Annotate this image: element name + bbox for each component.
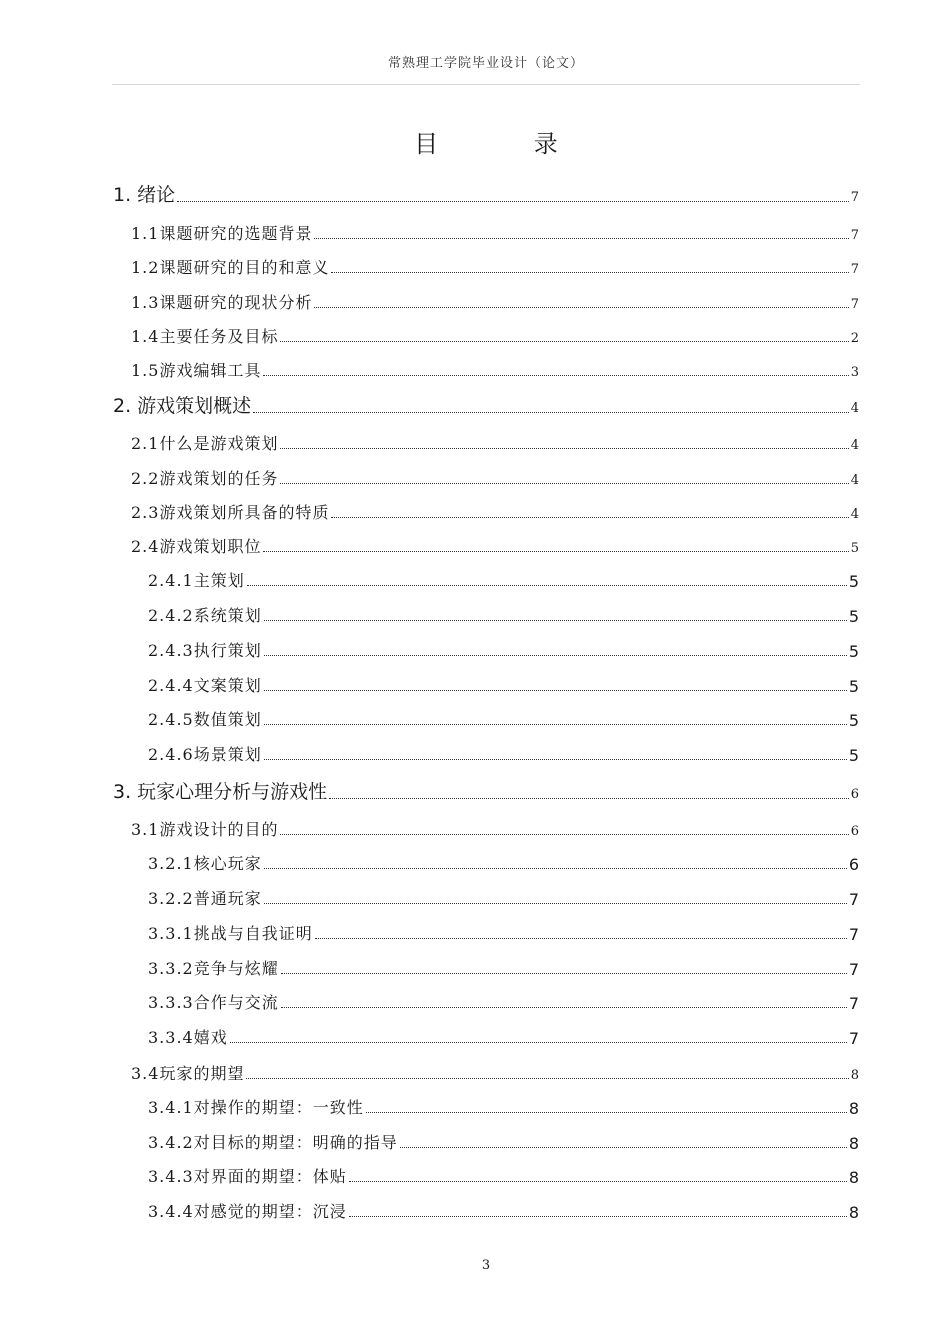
toc-entry-page: 7 [848,890,859,909]
dot-leader [315,938,847,939]
toc-entry-label: 2.4.3执行策划 [148,641,262,660]
toc-entry-page: 8 [848,1203,859,1222]
toc-entry-page: 8 [848,1168,859,1187]
dot-leader [263,551,848,552]
toc-entry-page: 2 [850,331,859,346]
toc-entry-level3[interactable] [148,850,859,874]
toc-entry-level1[interactable] [113,183,859,207]
toc-entry-level3[interactable] [148,602,859,626]
toc-entry-page: 5 [850,541,859,556]
header-rule [112,84,860,85]
toc-entry-label: 3.3.1挑战与自我证明 [148,924,313,943]
toc-entry-label: 2.4.4文案策划 [148,676,262,695]
toc-entry-page: 5 [848,572,859,591]
toc-entry-label: 3.3.2竞争与炫耀 [148,959,279,978]
toc-entry-page: 4 [850,401,859,416]
toc-entry-page: 7 [848,994,859,1013]
toc-entry-label: 3.4.3对界面的期望：体贴 [148,1167,347,1186]
running-header: 常熟理工学院毕业设计（论文） [387,56,584,71]
toc-entry-label: 2. 游戏策划概述 [113,395,252,417]
toc-entry-label: 3.4.2对目标的期望：明确的指导 [148,1133,398,1152]
dot-leader [314,238,848,239]
toc-entry-label: 2.2游戏策划的任务 [131,469,279,488]
toc-entry-level3[interactable] [148,1129,859,1153]
page-number: 3 [481,1258,491,1273]
toc-entry-level3[interactable] [148,567,859,591]
toc-entry-label: 3.4.1对操作的期望：一致性 [148,1098,364,1117]
toc-entry-level3[interactable] [148,920,859,944]
toc-entry-label: 2.1什么是游戏策划 [131,434,279,453]
toc-entry-level3[interactable] [148,955,859,979]
toc-entry-label: 2.4.5数值策划 [148,710,262,729]
toc-entry-page: 6 [850,824,859,839]
dot-leader [230,1042,847,1043]
toc-entry-label: 3.2.2普通玩家 [148,889,262,908]
toc-entry-page: 7 [848,960,859,979]
toc-entry-page: 5 [848,746,859,765]
toc-entry-page: 7 [848,925,859,944]
dot-leader [264,655,847,656]
toc-entry-level2[interactable] [131,323,859,347]
toc-entry-level2[interactable] [131,499,859,523]
toc-entry-label: 3.3.4嬉戏 [148,1028,228,1047]
toc-entry-level3[interactable] [148,672,859,696]
toc-entry-level3[interactable] [148,1094,859,1118]
toc-entry-label: 3.4.4对感觉的期望：沉浸 [148,1202,347,1221]
dot-leader [281,1007,847,1008]
toc-entry-level3[interactable] [148,1198,859,1222]
toc-entry-level2[interactable] [131,465,859,489]
toc-entry-page: 8 [850,1068,859,1083]
toc-entry-label: 3.4玩家的期望 [131,1064,245,1083]
toc-entry-page: 3 [850,365,859,380]
toc-entry-level2[interactable] [131,430,859,454]
toc-entry-level2[interactable] [131,533,859,557]
dot-leader [263,375,848,376]
toc-entry-level1[interactable] [113,780,859,804]
dot-leader [314,307,848,308]
toc-entry-level2[interactable] [131,816,859,840]
toc-entry-page: 5 [848,642,859,661]
toc-entry-label: 1.2课题研究的目的和意义 [131,258,330,277]
toc-entry-level2[interactable] [131,357,859,381]
dot-leader [349,1181,847,1182]
toc-entry-label: 3.3.3合作与交流 [148,993,279,1012]
dot-leader [253,412,849,413]
dot-leader [177,201,849,202]
toc-entry-level2[interactable] [131,254,859,278]
toc-entry-level3[interactable] [148,741,859,765]
toc-entry-label: 1.4主要任务及目标 [131,327,279,346]
toc-entry-page: 8 [848,1134,859,1153]
dot-leader [280,448,848,449]
dot-leader [264,724,847,725]
toc-entry-page: 5 [848,677,859,696]
toc-entry-level3[interactable] [148,989,859,1013]
dot-leader [349,1216,847,1217]
toc-entry-label: 2.4.6场景策划 [148,745,262,764]
toc-entry-label: 1.5游戏编辑工具 [131,361,262,380]
toc-entry-level2[interactable] [131,1060,859,1084]
toc-entry-level3[interactable] [148,637,859,661]
toc-entry-level3[interactable] [148,1024,859,1048]
dot-leader [264,759,847,760]
toc-entry-page: 7 [850,297,859,312]
toc-entry-page: 5 [848,607,859,626]
dot-leader [247,585,847,586]
toc-entry-page: 4 [850,507,859,522]
toc-entry-page: 7 [850,228,859,243]
dot-leader [366,1112,847,1113]
toc-entry-page: 7 [850,190,859,205]
toc-entry-level3[interactable] [148,706,859,730]
toc-entry-level3[interactable] [148,1163,859,1187]
toc-entry-level1[interactable] [113,394,859,418]
toc-entry-page: 5 [848,711,859,730]
toc-entry-page: 7 [850,262,859,277]
toc-entry-label: 2.4游戏策划职位 [131,537,262,556]
page-title: 目 录 [414,130,602,158]
toc-entry-label: 3.2.1核心玩家 [148,854,262,873]
dot-leader [264,620,847,621]
dot-leader [264,868,847,869]
toc-entry-label: 2.3游戏策划所具备的特质 [131,503,330,522]
toc-entry-page: 6 [850,787,859,802]
dot-leader [329,798,849,799]
dot-leader [280,483,848,484]
dot-leader [264,903,847,904]
toc-entry-level3[interactable] [148,885,859,909]
dot-leader [246,1078,848,1079]
toc-entry-page: 6 [848,855,859,874]
dot-leader [280,834,848,835]
toc-entry-page: 7 [848,1029,859,1048]
dot-leader [280,341,848,342]
dot-leader [331,517,848,518]
toc-entry-level2[interactable] [131,220,859,244]
dot-leader [400,1147,847,1148]
dot-leader [281,973,847,974]
toc-entry-page: 4 [850,438,859,453]
dot-leader [264,690,847,691]
toc-entry-label: 2.4.1主策划 [148,571,245,590]
toc-entry-label: 1.3课题研究的现状分析 [131,293,313,312]
toc-entry-label: 1. 绪论 [113,184,176,206]
toc-entry-label: 3. 玩家心理分析与游戏性 [113,781,328,803]
toc-entry-label: 2.4.2系统策划 [148,606,262,625]
toc-entry-label: 1.1课题研究的选题背景 [131,224,313,243]
toc-entry-page: 4 [850,473,859,488]
toc-entry-level2[interactable] [131,289,859,313]
toc-entry-label: 3.1游戏设计的目的 [131,820,279,839]
dot-leader [331,272,848,273]
toc-entry-page: 8 [848,1099,859,1118]
